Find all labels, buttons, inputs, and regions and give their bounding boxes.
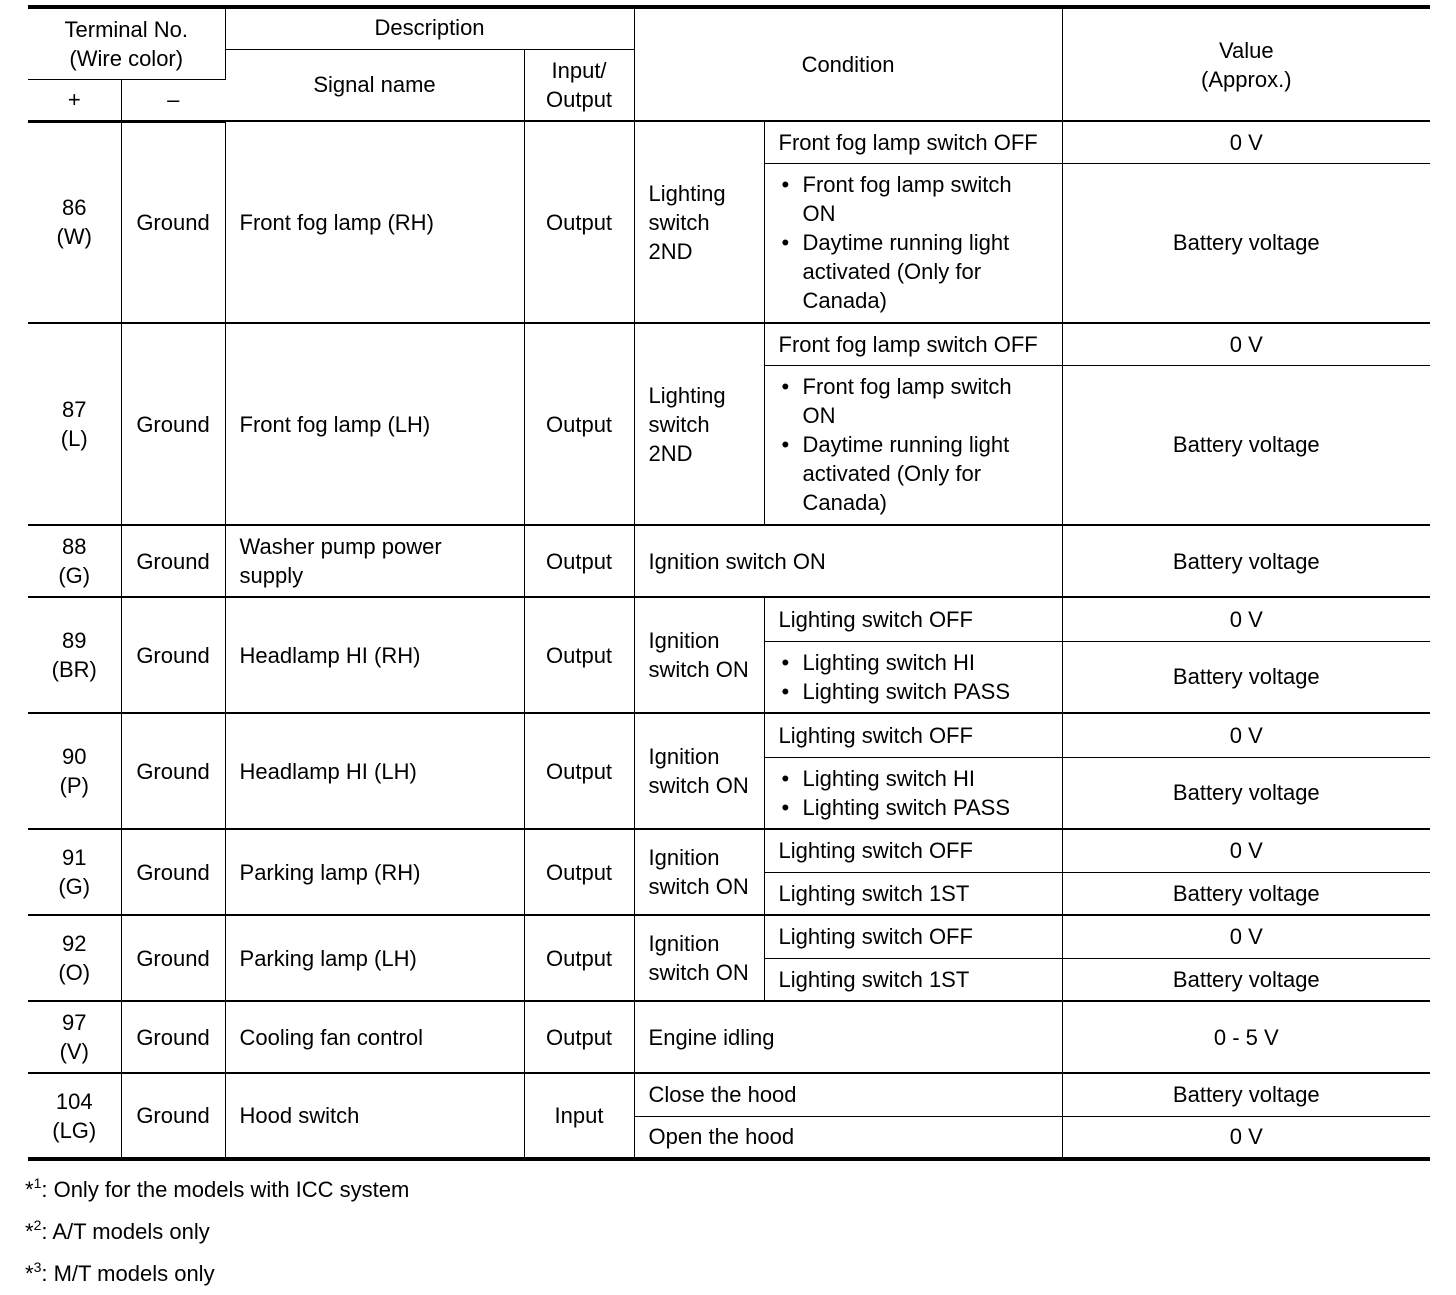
condition-cell: Lighting switch OFF bbox=[764, 713, 1062, 757]
input-output-cell: Output bbox=[524, 597, 634, 713]
signal-name-header: Signal name bbox=[225, 49, 524, 121]
ground-cell: Ground bbox=[121, 597, 225, 713]
signal-name-cell: Headlamp HI (LH) bbox=[225, 713, 524, 829]
value-cell: Battery voltage bbox=[1062, 1073, 1430, 1116]
terminal-number: 87 bbox=[62, 397, 87, 422]
condition-bullet: • Lighting switch PASS bbox=[779, 677, 1048, 706]
condition-bullet: • Lighting switch HI bbox=[779, 648, 1048, 677]
condition-cell: Lighting switch OFF bbox=[764, 829, 1062, 872]
footnote bbox=[25, 1253, 1430, 1295]
terminal-cell bbox=[28, 525, 121, 597]
value-cell: Battery voltage bbox=[1062, 958, 1430, 1001]
terminal-number: 88 bbox=[62, 534, 87, 559]
condition-cell bbox=[764, 641, 1062, 713]
input-output-cell: Output bbox=[524, 323, 634, 525]
condition-bullet-list bbox=[779, 372, 1048, 517]
value-cell: 0 V bbox=[1062, 915, 1430, 958]
terminal-cell bbox=[28, 915, 121, 1001]
condition-bullet-list bbox=[779, 170, 1048, 315]
value-cell: 0 V bbox=[1062, 713, 1430, 757]
table-row bbox=[28, 323, 1430, 365]
table-row bbox=[28, 915, 1430, 958]
terminal-number: 90 bbox=[62, 744, 87, 769]
signal-name-cell: Parking lamp (RH) bbox=[225, 829, 524, 915]
wire-color: (BR) bbox=[51, 657, 97, 682]
footnote bbox=[25, 1211, 1430, 1253]
value-cell: 0 V bbox=[1062, 829, 1430, 872]
input-output-cell: Output bbox=[524, 915, 634, 1001]
value-cell: 0 V bbox=[1062, 121, 1430, 163]
wire-color: (O) bbox=[58, 960, 91, 985]
input-output-cell: Output bbox=[524, 829, 634, 915]
condition-bullet-list bbox=[779, 764, 1048, 822]
ground-cell: Ground bbox=[121, 323, 225, 525]
input-output-cell: Output bbox=[524, 1001, 634, 1073]
wire-color: (V) bbox=[59, 1039, 89, 1064]
input-output-cell: Output bbox=[524, 713, 634, 829]
terminal-cell bbox=[28, 1001, 121, 1073]
footnote-mark: * bbox=[25, 1261, 34, 1286]
footnote-mark: * bbox=[25, 1177, 34, 1202]
terminal-number: 104 bbox=[55, 1088, 93, 1114]
wire-color: (LG) bbox=[52, 1117, 97, 1143]
terminal-number: 97 bbox=[62, 1010, 87, 1035]
condition-bullet: • Front fog lamp switch ON bbox=[779, 170, 1048, 228]
ground-cell: Ground bbox=[121, 829, 225, 915]
condition-main-cell: Ignition switch ON bbox=[634, 597, 764, 713]
condition-bullet-list bbox=[779, 648, 1048, 706]
value-cell: Battery voltage bbox=[1062, 163, 1430, 323]
terminal-cell bbox=[28, 829, 121, 915]
footnotes bbox=[25, 1169, 1430, 1295]
minus-header: – bbox=[121, 79, 225, 121]
terminal-spec-document bbox=[25, 5, 1430, 1295]
condition-cell: Close the hood bbox=[634, 1073, 1062, 1116]
table-row bbox=[28, 1073, 1430, 1116]
signal-name-cell: Front fog lamp (RH) bbox=[225, 121, 524, 323]
condition-cell: Ignition switch ON bbox=[634, 525, 1062, 597]
wire-color: (G) bbox=[58, 874, 91, 899]
signal-name-cell: Cooling fan control bbox=[225, 1001, 524, 1073]
condition-bullet: • Lighting switch HI bbox=[779, 764, 1048, 793]
condition-main-cell: Lighting switch 2ND bbox=[634, 121, 764, 323]
signal-name-cell: Washer pump power supply bbox=[225, 525, 524, 597]
ground-cell: Ground bbox=[121, 525, 225, 597]
condition-cell bbox=[764, 163, 1062, 323]
table-row bbox=[28, 525, 1430, 597]
terminal-cell bbox=[28, 121, 121, 323]
ground-cell: Ground bbox=[121, 121, 225, 323]
input-output-cell: Output bbox=[524, 525, 634, 597]
signal-name-cell: Parking lamp (LH) bbox=[225, 915, 524, 1001]
value-cell: Battery voltage bbox=[1062, 641, 1430, 713]
table-header bbox=[28, 7, 1430, 121]
description-header: Description bbox=[225, 7, 634, 49]
table-row bbox=[28, 121, 1430, 163]
footnote-text: : Only for the models with ICC system bbox=[41, 1177, 410, 1202]
wire-color: (P) bbox=[59, 773, 89, 798]
input-output-cell: Input bbox=[524, 1073, 634, 1159]
value-cell: Battery voltage bbox=[1062, 365, 1430, 525]
wire-color: (G) bbox=[58, 563, 91, 588]
condition-bullet: • Daytime running light activated (Only for Canada) bbox=[779, 430, 1048, 517]
terminal-cell bbox=[28, 323, 121, 525]
value-cell: 0 V bbox=[1062, 323, 1430, 365]
condition-cell: Lighting switch 1ST bbox=[764, 872, 1062, 915]
table-body bbox=[28, 121, 1430, 1159]
condition-main-cell: Ignition switch ON bbox=[634, 713, 764, 829]
footnote-mark: * bbox=[25, 1219, 34, 1244]
signal-name-cell: Hood switch bbox=[225, 1073, 524, 1159]
condition-header: Condition bbox=[634, 7, 1062, 121]
table-row bbox=[28, 713, 1430, 757]
wire-color: (W) bbox=[56, 224, 92, 250]
ground-cell: Ground bbox=[121, 713, 225, 829]
ground-cell: Ground bbox=[121, 915, 225, 1001]
terminal-spec-table bbox=[28, 5, 1430, 1161]
terminal-number: 86 bbox=[62, 195, 87, 221]
table-row bbox=[28, 597, 1430, 641]
condition-main-cell: Lighting switch 2ND bbox=[634, 323, 764, 525]
terminal-cell bbox=[28, 597, 121, 713]
condition-cell: Lighting switch OFF bbox=[764, 915, 1062, 958]
condition-cell: Lighting switch 1ST bbox=[764, 958, 1062, 1001]
value-cell: Battery voltage bbox=[1062, 872, 1430, 915]
terminal-number: 92 bbox=[62, 931, 87, 956]
footnote-text: : A/T models only bbox=[41, 1219, 210, 1244]
condition-cell bbox=[764, 757, 1062, 829]
condition-cell: Front fog lamp switch OFF bbox=[764, 323, 1062, 365]
value-header: Value (Approx.) bbox=[1062, 7, 1430, 121]
table-row bbox=[28, 829, 1430, 872]
condition-bullet: • Lighting switch PASS bbox=[779, 793, 1048, 822]
input-output-cell: Output bbox=[524, 121, 634, 323]
signal-name-cell: Headlamp HI (RH) bbox=[225, 597, 524, 713]
footnote-number: 2 bbox=[33, 1217, 42, 1233]
signal-name-cell: Front fog lamp (LH) bbox=[225, 323, 524, 525]
ground-cell: Ground bbox=[121, 1001, 225, 1073]
value-cell: 0 - 5 V bbox=[1062, 1001, 1430, 1073]
footnote bbox=[25, 1169, 1430, 1211]
terminal-cell bbox=[28, 713, 121, 829]
value-cell: Battery voltage bbox=[1062, 525, 1430, 597]
condition-cell bbox=[764, 365, 1062, 525]
condition-cell: Engine idling bbox=[634, 1001, 1062, 1073]
terminal-cell bbox=[28, 1073, 121, 1159]
condition-main-cell: Ignition switch ON bbox=[634, 915, 764, 1001]
condition-bullet: • Front fog lamp switch ON bbox=[779, 372, 1048, 430]
ground-cell: Ground bbox=[121, 1073, 225, 1159]
footnote-text: : M/T models only bbox=[41, 1261, 215, 1286]
value-cell: 0 V bbox=[1062, 597, 1430, 641]
footnote-number: 1 bbox=[33, 1175, 42, 1191]
condition-cell: Front fog lamp switch OFF bbox=[764, 121, 1062, 163]
condition-cell: Open the hood bbox=[634, 1116, 1062, 1159]
wire-color: (L) bbox=[60, 426, 88, 451]
input-output-header: Input/ Output bbox=[524, 49, 634, 121]
terminal-number: 89 bbox=[62, 628, 87, 653]
table-row bbox=[28, 1001, 1430, 1073]
condition-main-cell: Ignition switch ON bbox=[634, 829, 764, 915]
condition-bullet: • Daytime running light activated (Only for Canada) bbox=[779, 228, 1048, 315]
footnote-number: 3 bbox=[33, 1259, 42, 1275]
value-cell: Battery voltage bbox=[1062, 757, 1430, 829]
condition-cell: Lighting switch OFF bbox=[764, 597, 1062, 641]
value-cell: 0 V bbox=[1062, 1116, 1430, 1159]
plus-header: + bbox=[28, 79, 121, 121]
terminal-number: 91 bbox=[62, 845, 87, 870]
terminal-no-header: Terminal No. (Wire color) bbox=[28, 7, 225, 79]
